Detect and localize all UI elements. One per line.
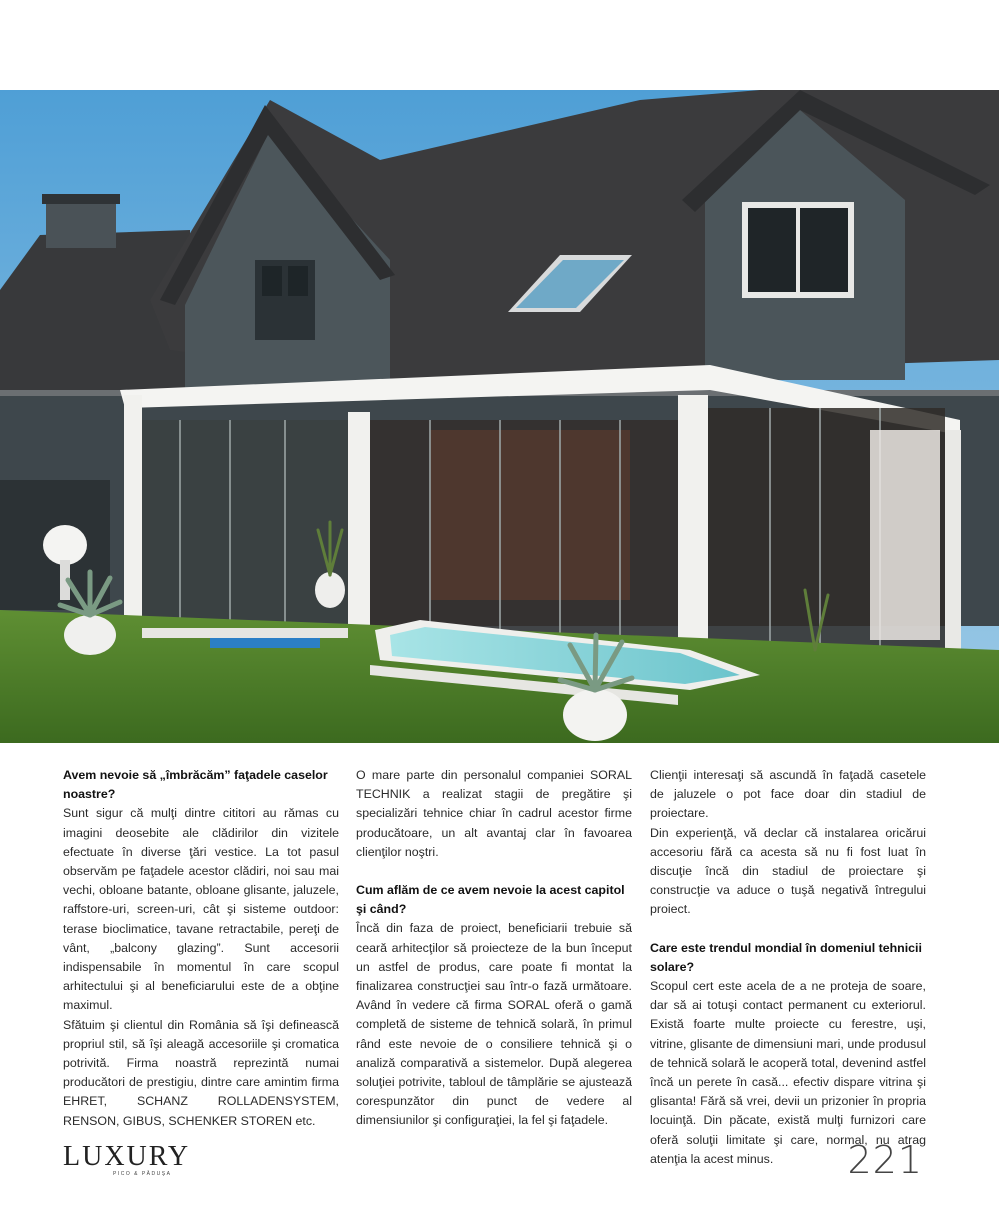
article-column-3 <box>650 766 926 1169</box>
paragraph: O mare parte din personalul companiei SORAL TECHNIK a realizat stagii de pregătire şi specializări tehnice chiar în cadrul acestor firme producătoare, un alt avantaj clar în favoarea clienţilor noştri. <box>356 768 632 859</box>
article-column-2 <box>356 766 632 1131</box>
paragraph: Încă din faza de proiect, beneficiarii trebuie să ceară arhitecţilor să proiecteze de la bun început un astfel de produs, care poate fi montat la finalizarea construcţiei sau într-o fază următoare. Având în vedere că firma SORAL oferă o gamă completă de sisteme de tehnică solară, în primul rând este nevoie de o consiliere tehnică şi o analiză comparativă a sistemelor. După alegerea soluţiei potrivite, tabloul de tâmplărie se ajustează corespunzător din punct de vedere al dimensiunilor şi configuraţiei, la fel şi faţadele. <box>356 921 632 1128</box>
magazine-logo <box>63 1142 193 1182</box>
logo-wordmark: LUXURY <box>63 1141 191 1172</box>
page-number: 221 <box>847 1138 923 1182</box>
section-heading: Care este trendul mondial în domeniul tehnicii solare? <box>650 940 922 974</box>
paragraph: Din experienţă, vă declar că instalarea oricărui accesoriu fără ca acesta să nu fi fost luat în discuţie încă din stadiul de proiectare şi construcţie va aduce o tuşă negativă întregului proiect. <box>650 825 926 917</box>
paragraph: Clienţii interesaţi să ascundă în faţadă casetele de jaluzele o pot face doar din stadiul de proiectare. <box>650 768 926 821</box>
paragraph: Sunt sigur că mulţi dintre cititori au rămas cu imagini deosebite ale clădirilor din vizitele efectuate în diverse ţări vestice. La tot pasul observăm pe faţadele acestor clădiri, noi sau mai vechi, obloane batante, obloane glisante, jaluzele, raffstore-uri, screen-uri, cât şi sisteme outdoor: terase bioclimatice, tavane retractabile, pereţi de vânt, „balcony glazing”. Sunt accesorii indispensabile în momentul în care scopul arhitectului şi al beneficiarului este de a obţine maximul. <box>63 806 339 1013</box>
logo-subtitle: PICO & PĂDUŞA <box>113 1171 172 1177</box>
article-column-1 <box>63 766 339 1131</box>
paragraph: Scopul cert este acela de a ne proteja de soare, dar să ai totuşi contact permanent cu exteriorul. Există foarte multe proiecte cu ferestre, uşi, vitrine, glisante de dimensiuni mari, unde produsul de tehnică solară le acoperă total, devenind astfel încă un perete în casă... efectiv dispare vitrina şi glisanta! Fără să vrei, devii un prizonier în propria locuinţă. Din păcate, există mulţi furnizori care oferă soluţii limitate şi care, normal, nu atrag atenţia la acest minus. <box>650 979 926 1166</box>
house-pergola-photo <box>0 90 999 743</box>
paragraph: Sfătuim şi clientul din România să îşi definească propriul stil, să îşi aleagă accesoriile şi cromatica potrivită. Firma noastră reprezintă numai producători de prestigiu, dintre care amintim firma EHRET, SCHANZ ROLLADENSYSTEM, RENSON, GIBUS, SCHENKER STOREN etc. <box>63 1017 339 1128</box>
section-heading: Avem nevoie să „îmbrăcăm” faţadele caselor noastre? <box>63 768 328 802</box>
section-heading: Cum aflăm de ce avem nevoie la acest capitol şi când? <box>356 883 625 917</box>
